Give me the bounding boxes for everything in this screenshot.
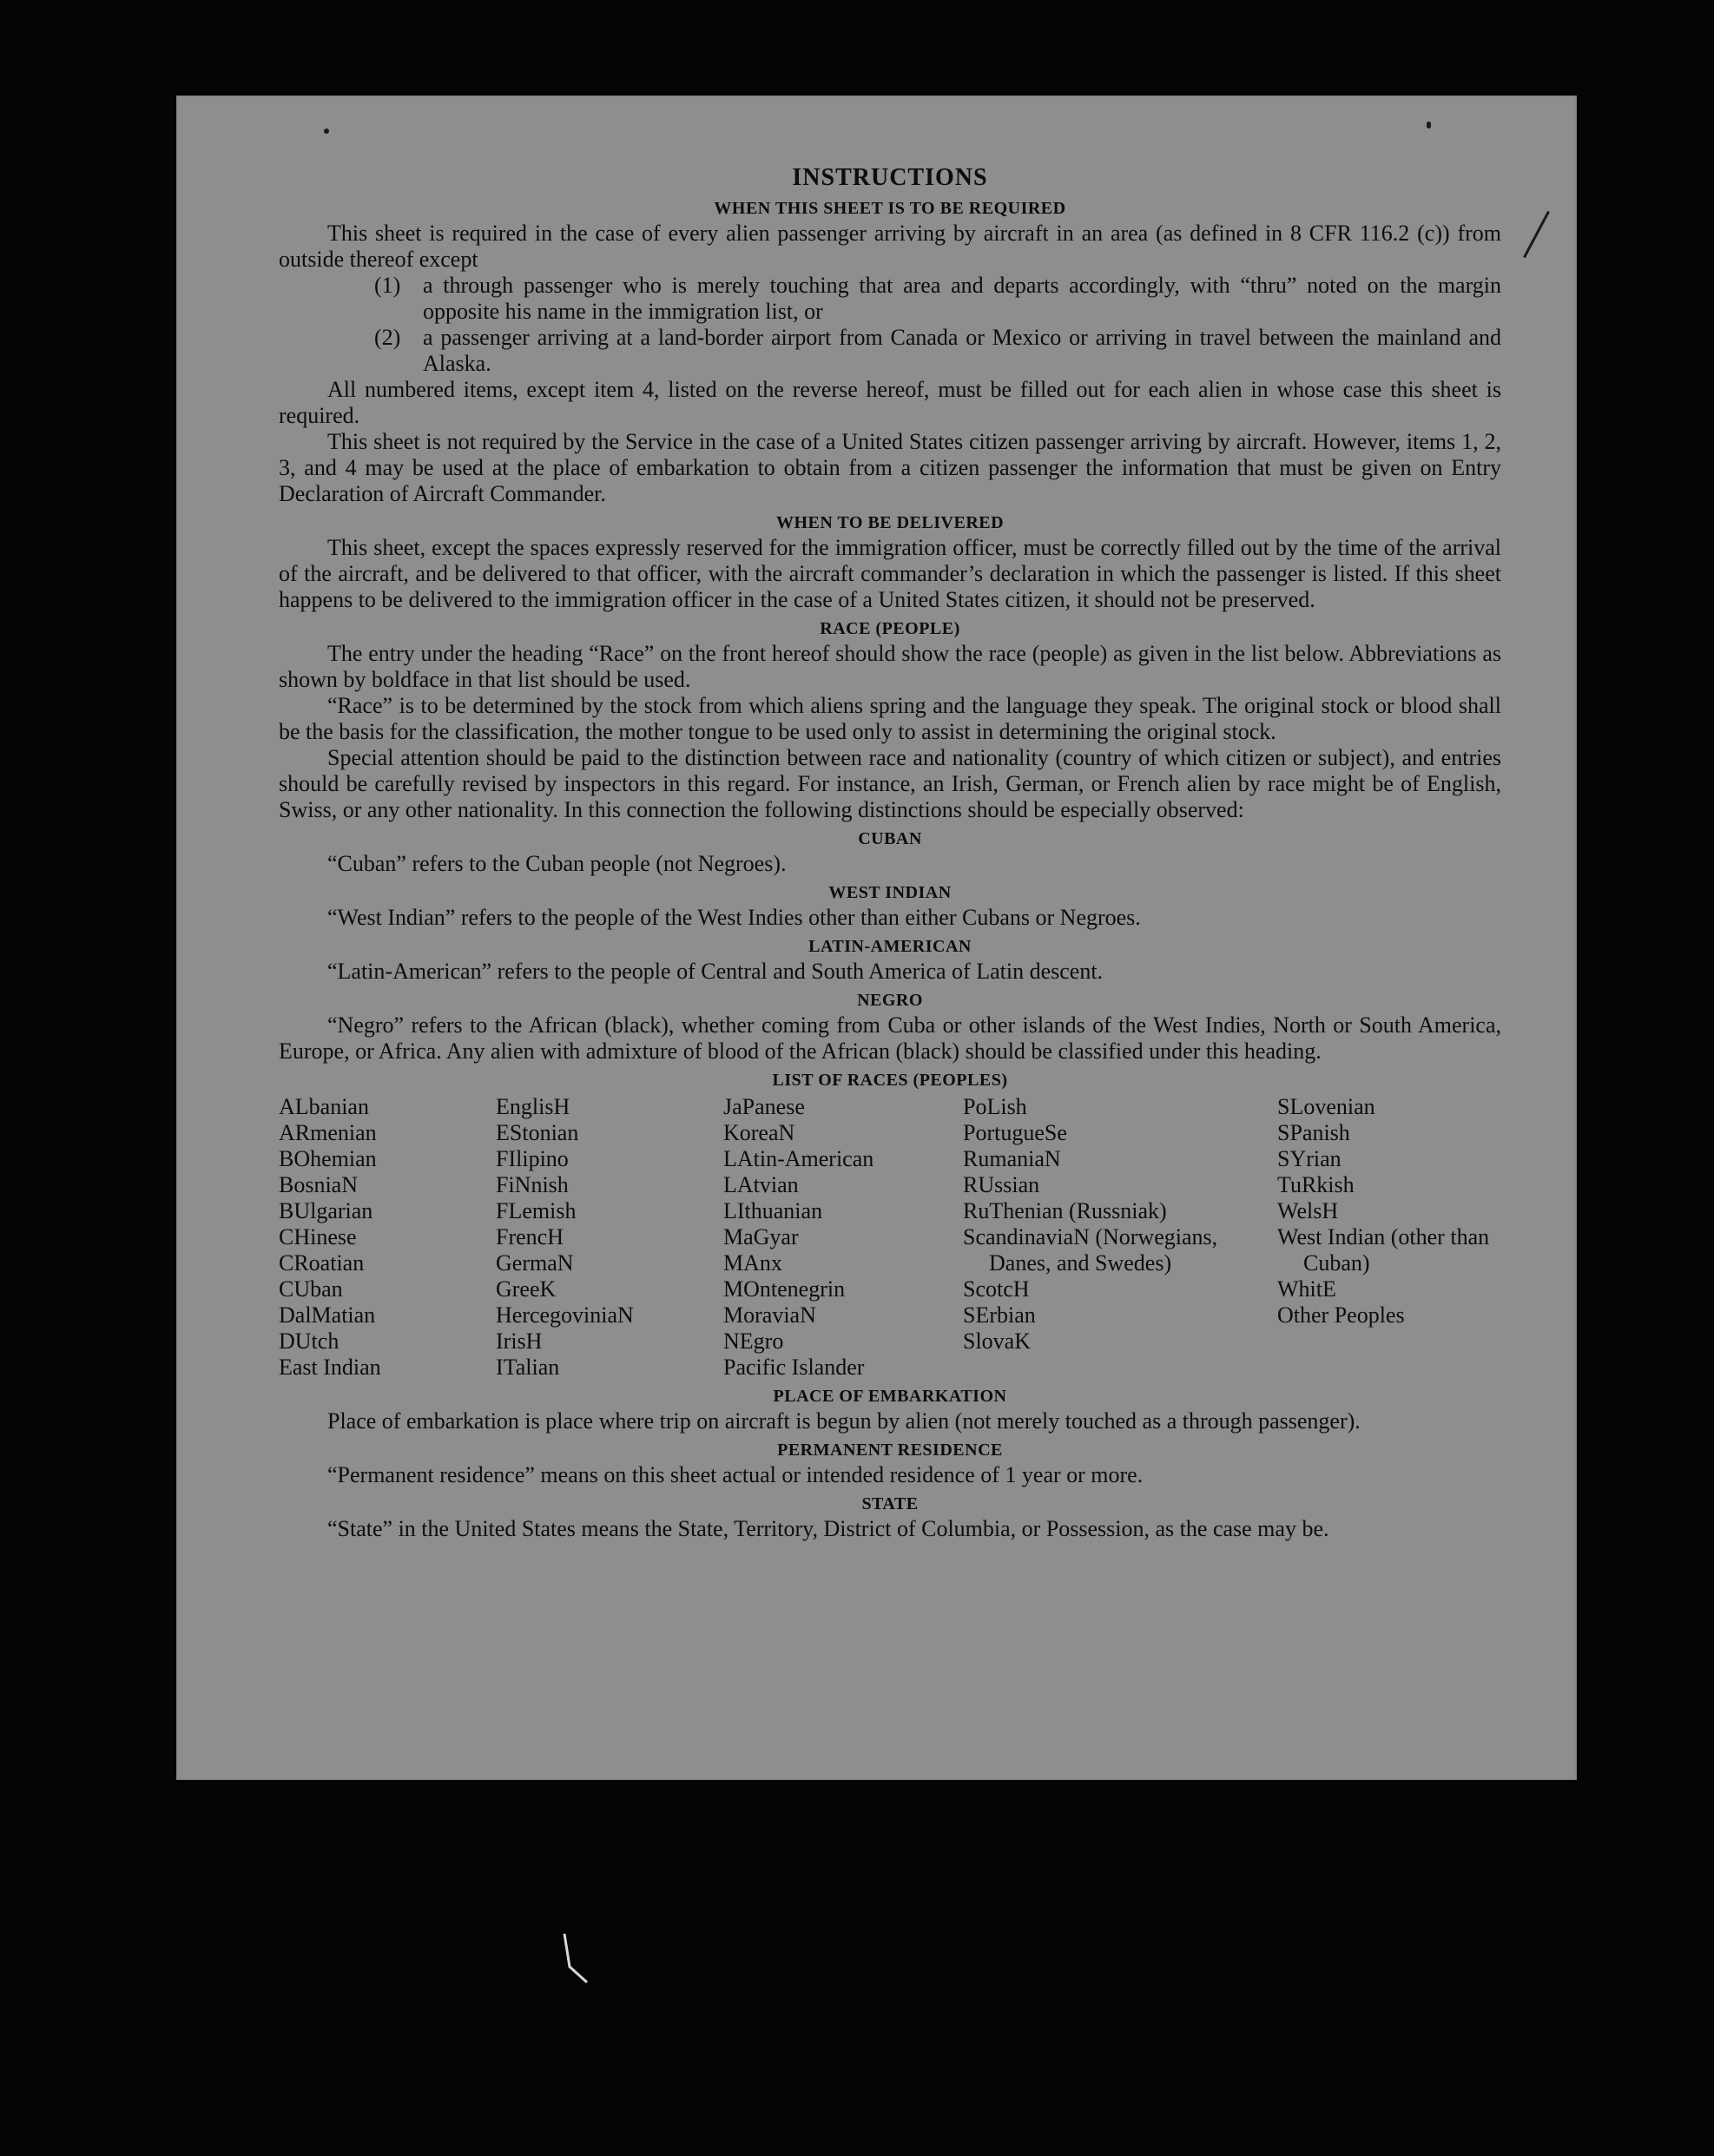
race-column: [963, 1094, 1277, 1381]
race-item: DalMatian: [279, 1302, 376, 1328]
race-item: SYrian: [1277, 1146, 1342, 1171]
race-item: BOhemian: [279, 1146, 377, 1171]
heading-state: STATE: [861, 1494, 919, 1513]
heading-latin-american: LATIN-AMERICAN: [808, 937, 972, 956]
race-item: ALbanian: [279, 1094, 369, 1119]
race-item: MoraviaN: [723, 1302, 816, 1328]
heading-when-delivered: WHEN TO BE DELIVERED: [775, 513, 1005, 532]
numbered-items-paragraph: All numbered items, except item 4, listed on the reverse hereof, must be filled out for each alien in whose case this sheet is required.: [279, 377, 1501, 428]
document-sheet: [176, 96, 1577, 1780]
race-item: WelsH: [1277, 1198, 1339, 1223]
race-item: HercegoviniaN: [496, 1302, 634, 1328]
race-item: PortugueSe: [963, 1120, 1067, 1145]
race-item: SLovenian: [1277, 1094, 1375, 1119]
exception-text: a passenger arriving at a land-border airport from Canada or Mexico or arriving in travel between the mainland and Alaska.: [423, 325, 1501, 376]
race-item: FrencH: [496, 1224, 564, 1249]
heading-west-indian: WEST INDIAN: [828, 883, 952, 902]
race-list: [279, 1094, 1501, 1381]
race-item: FLemish: [496, 1198, 577, 1223]
exception-number: (2): [374, 325, 401, 350]
heading-cuban: CUBAN: [858, 829, 922, 848]
exception-item: [279, 273, 1501, 325]
race-column: [723, 1094, 963, 1381]
race-item: RumaniaN: [963, 1146, 1061, 1171]
race-item: EnglisH: [496, 1094, 570, 1119]
heading-race: RACE (PEOPLE): [820, 619, 960, 638]
race-item: LAtvian: [723, 1172, 799, 1197]
race-item: KoreaN: [723, 1120, 795, 1145]
race-paragraph-3: Special attention should be paid to the distinction between race and nationality (country of which citizen or subject), and entries should be carefully revised by inspectors in this regard. For instance, an Irish, German, or French alien by race might be of English, Swiss, or any other nationality. In this connection the following distinctions should be especially observed:: [279, 745, 1501, 822]
race-item: LAtin-American: [723, 1146, 874, 1171]
race-item: SlovaK: [963, 1329, 1031, 1354]
heading-when-required: WHEN THIS SHEET IS TO BE REQUIRED: [714, 199, 1066, 218]
race-item: NEgro: [723, 1329, 784, 1354]
permanent-residence-text: “Permanent residence” means on this sheet actual or intended residence of 1 year or more.: [327, 1462, 1144, 1487]
race-item: ITalian: [496, 1355, 560, 1380]
instructions-content: [279, 163, 1501, 1542]
film-scratch-mark: [561, 1932, 596, 1984]
race-column: [496, 1094, 723, 1381]
race-item: CHinese: [279, 1224, 357, 1249]
race-item: EStonian: [496, 1120, 579, 1145]
exception-item: [279, 325, 1501, 377]
race-paragraph-2: “Race” is to be determined by the stock from which aliens spring and the language they speak. The original stock or blood shall be the basis for the classification, the mother tongue to be used only to assist in determining the original stock.: [279, 693, 1501, 744]
race-paragraph-1: The entry under the heading “Race” on the front hereof should show the race (people) as given in the list below. Abbreviations as shown by boldface in that list should be used.: [279, 641, 1501, 692]
heading-list-of-races: LIST OF RACES (PEOPLES): [772, 1071, 1008, 1090]
race-item: GreeK: [496, 1276, 557, 1302]
race-item: PoLish: [963, 1094, 1027, 1119]
race-item: GermaN: [496, 1250, 574, 1276]
race-item: MAnx: [723, 1250, 782, 1276]
latin-american-text: “Latin-American” refers to the people of Central and South America of Latin descent.: [327, 959, 1104, 984]
race-item: JaPanese: [723, 1094, 805, 1119]
negro-text: “Negro” refers to the African (black), whether coming from Cuba or other islands of the West Indies, North or South America, Europe, or Africa. Any alien with admixture of blood of the African (black) should be classified under this heading.: [279, 1012, 1501, 1064]
race-item: CUban: [279, 1276, 343, 1302]
race-item: IrisH: [496, 1329, 543, 1354]
race-item: CRoatian: [279, 1250, 365, 1276]
race-item: SPanish: [1277, 1120, 1350, 1145]
race-item: Other Peoples: [1277, 1302, 1405, 1328]
race-item: MaGyar: [723, 1224, 799, 1249]
race-item: BUlgarian: [279, 1198, 373, 1223]
race-item: DUtch: [279, 1329, 340, 1354]
dust-speck: [1427, 122, 1431, 129]
race-item: LIthuanian: [723, 1198, 823, 1223]
state-text: “State” in the United States means the State, Territory, District of Columbia, or Possession, as the case may be.: [327, 1516, 1329, 1541]
race-item: RUssian: [963, 1172, 1040, 1197]
heading-negro: NEGRO: [857, 991, 923, 1010]
cuban-text: “Cuban” refers to the Cuban people (not Negroes).: [327, 851, 787, 876]
race-item: Pacific Islander: [723, 1355, 865, 1380]
race-item: WhitE: [1277, 1276, 1336, 1302]
race-column: [1277, 1094, 1501, 1381]
when-required-intro: This sheet is required in the case of every alien passenger arriving by aircraft in an area (as defined in 8 CFR 116.2 (c)) from outside thereof except: [279, 221, 1501, 272]
scratch-mark: [1523, 211, 1550, 258]
race-item: RuThenian (Russniak): [963, 1198, 1167, 1223]
race-item: ScotcH: [963, 1276, 1030, 1302]
west-indian-text: “West Indian” refers to the people of the West Indies other than either Cubans or Negroes.: [327, 905, 1141, 930]
race-item: FIlipino: [496, 1146, 569, 1171]
exception-number: (1): [374, 273, 401, 298]
race-item: BosniaN: [279, 1172, 358, 1197]
race-item: West Indian (other than Cuban): [1277, 1224, 1490, 1276]
citizen-paragraph: This sheet is not required by the Service in the case of a United States citizen passenger arriving by aircraft. However, items 1, 2, 3, and 4 may be used at the place of embarkation to obtain from a citizen passenger the information that must be given on Entry Declaration of Aircraft Commander.: [279, 429, 1501, 506]
race-item: East Indian: [279, 1355, 381, 1380]
race-item: ARmenian: [279, 1120, 377, 1145]
embarkation-text: Place of embarkation is place where trip on aircraft is begun by alien (not merely touched as a through passenger).: [327, 1408, 1361, 1434]
race-item: MOntenegrin: [723, 1276, 846, 1302]
heading-permanent-residence: PERMANENT RESIDENCE: [777, 1441, 1003, 1460]
when-delivered-text: This sheet, except the spaces expressly reserved for the immigration officer, must be correctly filled out by the time of the arrival of the aircraft, and be delivered to that officer, with the aircraft commander’s declaration in which the passenger is listed. If this sheet happens to be delivered to the immigration officer in the case of a United States citizen, it should not be preserved.: [279, 535, 1501, 612]
race-item: SErbian: [963, 1302, 1036, 1328]
race-column: [279, 1094, 496, 1381]
race-item: ScandinaviaN (Norwegians, Danes, and Swedes): [963, 1224, 1218, 1276]
heading-embarkation: PLACE OF EMBARKATION: [773, 1387, 1007, 1406]
exception-text: a through passenger who is merely touching that area and departs accordingly, with “thru” noted on the margin opposite his name in the immigration list, or: [423, 273, 1501, 324]
page-title: INSTRUCTIONS: [792, 164, 988, 191]
dust-speck: [324, 129, 329, 134]
race-item: TuRkish: [1277, 1172, 1355, 1197]
race-item: FiNnish: [496, 1172, 569, 1197]
